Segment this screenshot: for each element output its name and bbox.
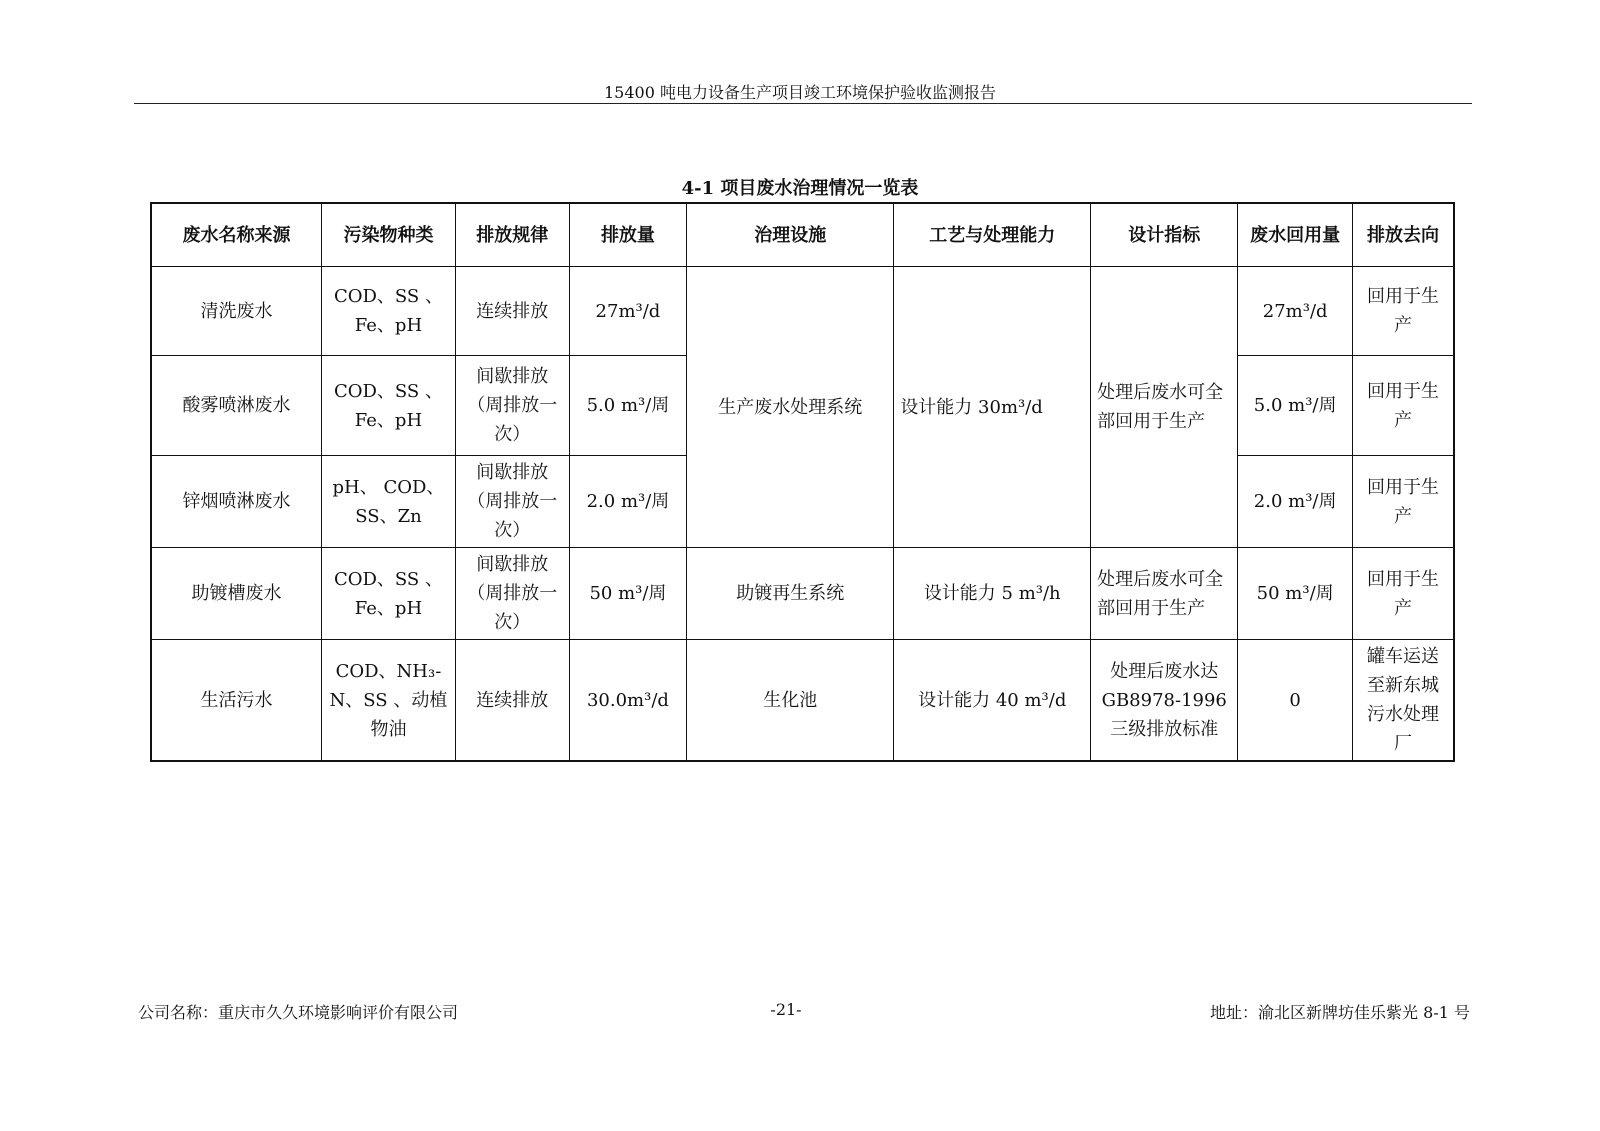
cell-pattern: 连续排放 (455, 267, 569, 356)
col-header: 排放量 (569, 203, 687, 267)
footer-page-number: -21- (770, 1000, 802, 1019)
footer-address: 地址：渝北区新牌坊佳乐紫光 8-1 号 (1210, 1003, 1470, 1022)
page-header-title: 15400 吨电力设备生产项目竣工环境保护验收监测报告 (604, 83, 996, 102)
cell-design: 处理后废水达GB8978-1996三级排放标准 (1091, 640, 1238, 762)
cell-reuse: 5.0 m³/周 (1238, 356, 1353, 456)
col-header: 排放规律 (455, 203, 569, 267)
cell-amount: 27m³/d (569, 267, 687, 356)
cell-design: 处理后废水可全部回用于生产 (1091, 548, 1238, 640)
col-header: 污染物种类 (321, 203, 455, 267)
table-row (151, 267, 1454, 356)
cell-facility-merged: 生产废水处理系统 (687, 267, 894, 548)
cell-name: 酸雾喷淋废水 (151, 356, 321, 456)
cell-amount: 30.0m³/d (569, 640, 687, 762)
cell-amount: 5.0 m³/周 (569, 356, 687, 456)
cell-name: 生活污水 (151, 640, 321, 762)
table-caption: 4-1 项目废水治理情况一览表 (681, 178, 919, 199)
cell-design-merged: 处理后废水可全部回用于生产 (1091, 267, 1238, 548)
cell-facility: 助镀再生系统 (687, 548, 894, 640)
cell-process: 设计能力 40 m³/d (894, 640, 1091, 762)
col-header: 排放去向 (1352, 203, 1454, 267)
cell-reuse: 0 (1238, 640, 1353, 762)
cell-facility: 生化池 (687, 640, 894, 762)
cell-pattern: 间歇排放（周排放一次） (455, 456, 569, 548)
cell-dest: 回用于生产 (1352, 548, 1454, 640)
table-row (151, 640, 1454, 762)
cell-amount: 50 m³/周 (569, 548, 687, 640)
cell-process: 设计能力 5 m³/h (894, 548, 1091, 640)
cell-dest: 回用于生产 (1352, 356, 1454, 456)
cell-name: 助镀槽废水 (151, 548, 321, 640)
table-header-row (151, 203, 1454, 267)
col-header: 治理设施 (687, 203, 894, 267)
col-header: 废水回用量 (1238, 203, 1353, 267)
cell-pattern: 间歇排放（周排放一次） (455, 356, 569, 456)
cell-name: 清洗废水 (151, 267, 321, 356)
cell-reuse: 2.0 m³/周 (1238, 456, 1353, 548)
cell-dest: 回用于生产 (1352, 267, 1454, 356)
cell-pollutants: COD、SS 、Fe、pH (321, 267, 455, 356)
cell-dest: 回用于生产 (1352, 456, 1454, 548)
cell-pattern: 间歇排放（周排放一次） (455, 548, 569, 640)
table-row (151, 548, 1454, 640)
cell-reuse: 27m³/d (1238, 267, 1353, 356)
cell-name: 锌烟喷淋废水 (151, 456, 321, 548)
col-header: 设计指标 (1091, 203, 1238, 267)
col-header: 废水名称来源 (151, 203, 321, 267)
cell-dest: 罐车运送至新东城污水处理厂 (1352, 640, 1454, 762)
cell-reuse: 50 m³/周 (1238, 548, 1353, 640)
cell-pattern: 连续排放 (455, 640, 569, 762)
footer-company: 公司名称：重庆市久久环境影响评价有限公司 (138, 1003, 459, 1022)
cell-pollutants: COD、SS 、Fe、pH (321, 356, 455, 456)
cell-pollutants: pH、 COD、SS、Zn (321, 456, 455, 548)
wastewater-table (150, 202, 1455, 762)
header-divider (134, 103, 1472, 104)
cell-pollutants: COD、NH₃-N、SS 、动植物油 (321, 640, 455, 762)
col-header: 工艺与处理能力 (894, 203, 1091, 267)
cell-process-merged: 设计能力 30m³/d (894, 267, 1091, 548)
cell-pollutants: COD、SS 、Fe、pH (321, 548, 455, 640)
cell-amount: 2.0 m³/周 (569, 456, 687, 548)
